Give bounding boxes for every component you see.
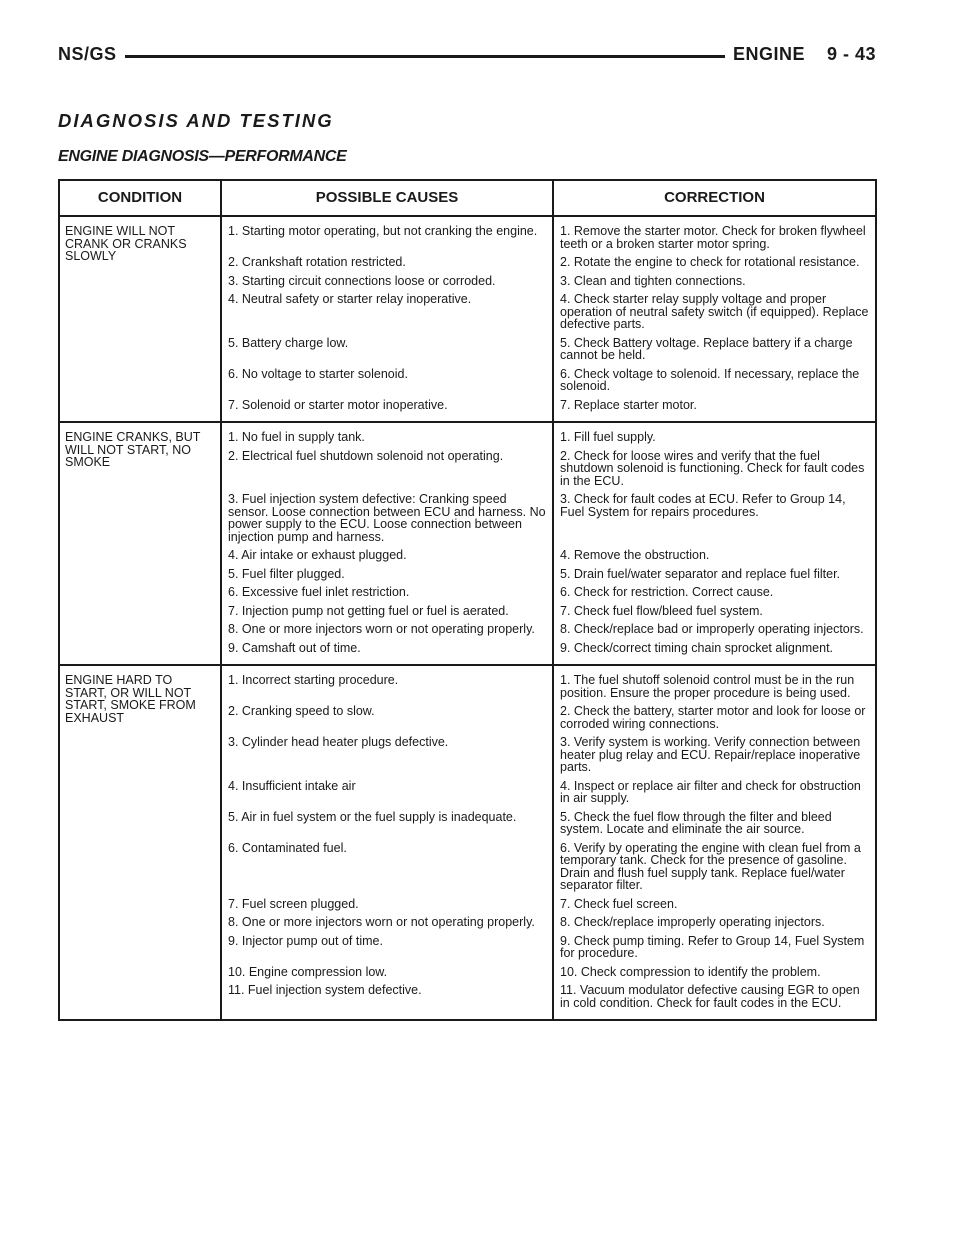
possible-cause-cell: 1. Incorrect starting procedure.: [221, 665, 553, 702]
correction-cell: 8. Check/replace improperly operating injectors.: [553, 913, 876, 932]
correction-cell: 6. Verify by operating the engine with clean fuel from a temporary tank. Check for the presence of gasoline. Drain and flush fuel supply tank. Replace fuel/water separator filter.: [553, 839, 876, 895]
possible-cause-cell: 4. Neutral safety or starter relay inoperative.: [221, 290, 553, 334]
possible-cause-cell: 3. Starting circuit connections loose or corroded.: [221, 272, 553, 291]
possible-cause-cell: 5. Air in fuel system or the fuel supply is inadequate.: [221, 808, 553, 839]
correction-cell: 1. Remove the starter motor. Check for broken flywheel teeth or a broken starter motor spring.: [553, 216, 876, 253]
possible-cause-cell: 2. Crankshaft rotation restricted.: [221, 253, 553, 272]
correction-cell: 5. Check the fuel flow through the filter and bleed system. Locate and eliminate the air source.: [553, 808, 876, 839]
correction-cell: 11. Vacuum modulator defective causing EGR to open in cold condition. Check for fault codes in the ECU.: [553, 981, 876, 1020]
correction-cell: 5. Drain fuel/water separator and replace fuel filter.: [553, 565, 876, 584]
possible-cause-cell: 7. Injection pump not getting fuel or fuel is aerated.: [221, 602, 553, 621]
possible-cause-cell: 4. Air intake or exhaust plugged.: [221, 546, 553, 565]
table-header-row: [59, 180, 876, 216]
possible-cause-cell: 11. Fuel injection system defective.: [221, 981, 553, 1020]
correction-cell: 10. Check compression to identify the problem.: [553, 963, 876, 982]
possible-cause-cell: 10. Engine compression low.: [221, 963, 553, 982]
diagnosis-table: [58, 179, 877, 1021]
possible-cause-cell: 6. Contaminated fuel.: [221, 839, 553, 895]
possible-cause-cell: 5. Battery charge low.: [221, 334, 553, 365]
header-model: NS/GS: [58, 44, 125, 65]
possible-cause-cell: 8. One or more injectors worn or not operating properly.: [221, 913, 553, 932]
correction-cell: 4. Inspect or replace air filter and check for obstruction in air supply.: [553, 777, 876, 808]
table-row: [59, 216, 876, 253]
header-right: [725, 44, 876, 65]
column-header-condition: CONDITION: [59, 180, 221, 216]
condition-cell: ENGINE HARD TO START, OR WILL NOT START, SMOKE FROM EXHAUST: [59, 665, 221, 1020]
possible-cause-cell: 1. No fuel in supply tank.: [221, 422, 553, 447]
possible-cause-cell: 9. Camshaft out of time.: [221, 639, 553, 666]
table-row: [59, 422, 876, 447]
correction-cell: 2. Rotate the engine to check for rotational resistance.: [553, 253, 876, 272]
sub-title: ENGINE DIAGNOSIS—PERFORMANCE: [58, 148, 347, 165]
correction-cell: 1. Fill fuel supply.: [553, 422, 876, 447]
correction-cell: 3. Verify system is working. Verify connection between heater plug relay and ECU. Repair/replace inoperative parts.: [553, 733, 876, 777]
possible-cause-cell: 7. Solenoid or starter motor inoperative.: [221, 396, 553, 423]
possible-cause-cell: 9. Injector pump out of time.: [221, 932, 553, 963]
possible-cause-cell: 4. Insufficient intake air: [221, 777, 553, 808]
possible-cause-cell: 5. Fuel filter plugged.: [221, 565, 553, 584]
column-header-correction: CORRECTION: [553, 180, 876, 216]
correction-cell: 7. Replace starter motor.: [553, 396, 876, 423]
correction-cell: 3. Clean and tighten connections.: [553, 272, 876, 291]
table-body: [59, 216, 876, 1020]
header-section: ENGINE: [732, 44, 805, 64]
possible-cause-cell: 6. Excessive fuel inlet restriction.: [221, 583, 553, 602]
possible-cause-cell: 2. Cranking speed to slow.: [221, 702, 553, 733]
correction-cell: 9. Check/correct timing chain sprocket alignment.: [553, 639, 876, 666]
possible-cause-cell: 6. No voltage to starter solenoid.: [221, 365, 553, 396]
correction-cell: 7. Check fuel screen.: [553, 895, 876, 914]
correction-cell: 2. Check for loose wires and verify that the fuel shutdown solenoid is functioning. Check for fault codes in the ECU.: [553, 447, 876, 491]
header-page-number: 9 - 43: [826, 44, 876, 64]
correction-cell: 6. Check voltage to solenoid. If necessary, replace the solenoid.: [553, 365, 876, 396]
column-header-causes: POSSIBLE CAUSES: [221, 180, 553, 216]
condition-cell: ENGINE WILL NOT CRANK OR CRANKS SLOWLY: [65, 224, 187, 263]
correction-cell: 8. Check/replace bad or improperly operating injectors.: [553, 620, 876, 639]
page-header: [58, 40, 876, 70]
possible-cause-cell: 7. Fuel screen plugged.: [221, 895, 553, 914]
section-title: DIAGNOSIS AND TESTING: [58, 110, 334, 131]
possible-cause-cell: 3. Fuel injection system defective: Cranking speed sensor. Loose connection between ECU and harness. No power supply to the ECU. Loose connection between injection pump and harness.: [221, 490, 553, 546]
possible-cause-cell: 1. Starting motor operating, but not cranking the engine.: [221, 216, 553, 253]
condition-cell: ENGINE CRANKS, BUT WILL NOT START, NO SMOKE: [59, 422, 221, 665]
possible-cause-cell: 3. Cylinder head heater plugs defective.: [221, 733, 553, 777]
correction-cell: 6. Check for restriction. Correct cause.: [553, 583, 876, 602]
correction-cell: 9. Check pump timing. Refer to Group 14, Fuel System for procedure.: [553, 932, 876, 963]
possible-cause-cell: 2. Electrical fuel shutdown solenoid not operating.: [221, 447, 553, 491]
possible-cause-cell: 8. One or more injectors worn or not operating properly.: [221, 620, 553, 639]
correction-cell: 5. Check Battery voltage. Replace battery if a charge cannot be held.: [553, 334, 876, 365]
correction-cell: 3. Check for fault codes at ECU. Refer to Group 14, Fuel System for repairs procedures.: [553, 490, 876, 546]
correction-cell: 4. Check starter relay supply voltage and proper operation of neutral safety switch (if equipped). Replace defective parts.: [553, 290, 876, 334]
correction-cell: 1. The fuel shutoff solenoid control must be in the run position. Ensure the proper procedure is being used.: [553, 665, 876, 702]
table-row: [59, 665, 876, 702]
correction-cell: 2. Check the battery, starter motor and look for loose or corroded wiring connections.: [553, 702, 876, 733]
correction-cell: 4. Remove the obstruction.: [553, 546, 876, 565]
correction-cell: 7. Check fuel flow/bleed fuel system.: [553, 602, 876, 621]
